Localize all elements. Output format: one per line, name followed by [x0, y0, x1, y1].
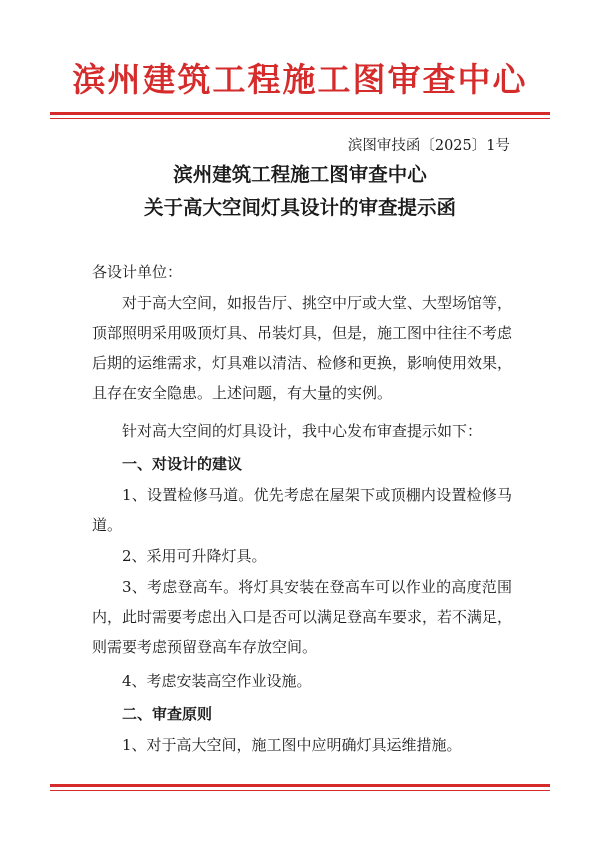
document-number: 滨图审技函〔2025〕1号	[347, 138, 510, 154]
letterhead-rule-thin	[50, 118, 550, 119]
letterhead-rule-thick	[50, 112, 550, 115]
suggestion-item: 3、考虑登高车。将灯具安装在登高车可以作业的高度范围内，此时需要考虑出入口是否可以满足登高车要求，若不满足，则需要考虑预留登高车存放空间。	[92, 578, 513, 656]
suggestion-item: 2、采用可升降灯具。	[122, 547, 267, 565]
paragraph-intro: 对于高大空间，如报告厅、挑空中厅或大堂、大型场馆等，顶部照明采用吸顶灯具、吊装灯具，但是，施工图中往往不考虑后期的运维需求，灯具难以清洁、检修和更换，影响使用效果，且存在安全隐患。上述问题，有大量的实例。	[92, 294, 513, 402]
suggestion-item: 1、设置检修马道。优先考虑在屋架下或顶棚内设置检修马道。	[92, 486, 512, 534]
suggestion-item: 4、考虑安装高空作业设施。	[122, 672, 312, 690]
section-heading-principles: 二、审查原则	[122, 705, 213, 723]
footer-rule-thick	[50, 784, 550, 787]
footer-rule-thin	[50, 790, 550, 791]
salutation: 各设计单位：	[92, 263, 183, 281]
paragraph-notice: 针对高大空间的灯具设计，我中心发布审查提示如下：	[122, 422, 483, 440]
letterhead-title: 滨州建筑工程施工图审查中心	[72, 60, 528, 99]
document-title-line1: 滨州建筑工程施工图审查中心	[173, 163, 427, 186]
document-title-line2: 关于高大空间灯具设计的审查提示函	[143, 196, 456, 219]
section-heading-suggestions: 一、对设计的建议	[122, 455, 243, 473]
principle-item: 1、对于高大空间，施工图中应明确灯具运维措施。	[122, 736, 462, 754]
